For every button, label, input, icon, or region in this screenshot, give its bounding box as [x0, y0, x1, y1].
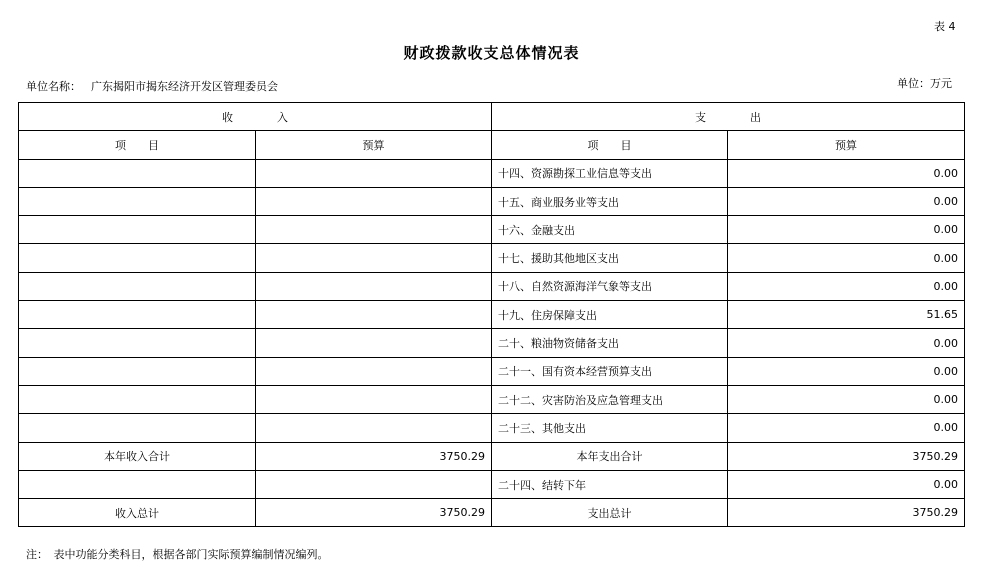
income-item-cell: [19, 357, 256, 385]
income-item-cell: [19, 329, 256, 357]
page-title: 财政拨款收支总体情况表: [403, 44, 580, 62]
expense-item-cell: 十九、住房保障支出: [492, 301, 728, 329]
table-row: [19, 385, 965, 413]
col-income-budget: 预算: [256, 131, 492, 159]
section-header-row: [19, 103, 965, 131]
income-item-cell: [19, 414, 256, 442]
income-header: 收 入: [19, 103, 492, 131]
income-budget-cell: [256, 216, 492, 244]
income-item-cell: [19, 159, 256, 187]
income-subtotal-label: 本年收入合计: [19, 442, 256, 470]
income-budget-cell: [256, 357, 492, 385]
expense-item-cell: 二十、粮油物资储备支出: [492, 329, 728, 357]
expense-item-cell: 二十三、其他支出: [492, 414, 728, 442]
expense-item-cell: 十四、资源勘探工业信息等支出: [492, 159, 728, 187]
expense-budget-cell: 0.00: [728, 216, 965, 244]
income-budget-cell: [256, 272, 492, 300]
unit-name-value: 广东揭阳市揭东经济开发区管理委员会: [91, 80, 278, 93]
expense-budget-cell: 0.00: [728, 385, 965, 413]
expense-budget-cell: 0.00: [728, 272, 965, 300]
currency-unit: 单位：万元: [897, 77, 952, 90]
income-budget-cell: [256, 414, 492, 442]
expense-subtotal-label: 本年支出合计: [492, 442, 728, 470]
expense-total-label: 支出总计: [492, 499, 728, 527]
col-expense-item: 项 目: [492, 131, 728, 159]
expense-budget-cell: 0.00: [728, 357, 965, 385]
income-budget-cell: [256, 187, 492, 215]
expense-budget-cell: 51.65: [728, 301, 965, 329]
table-row: [19, 329, 965, 357]
col-income-item: 项 目: [19, 131, 256, 159]
expense-carry-budget: 0.00: [728, 470, 965, 498]
table-row: [19, 159, 965, 187]
expense-item-cell: 十五、商业服务业等支出: [492, 187, 728, 215]
income-item-cell: [19, 216, 256, 244]
income-budget-cell: [256, 385, 492, 413]
budget-table: [18, 102, 965, 527]
expense-subtotal-value: 3750.29: [728, 442, 965, 470]
table-row: [19, 216, 965, 244]
col-expense-budget: 预算: [728, 131, 965, 159]
income-budget-cell: [256, 301, 492, 329]
table-row: [19, 272, 965, 300]
table-row: [19, 244, 965, 272]
table-number: 表 4: [934, 20, 956, 33]
expense-item-cell: 十六、金融支出: [492, 216, 728, 244]
unit-name-label: 单位名称：: [26, 80, 81, 93]
table-body: [19, 159, 965, 442]
income-total-label: 收入总计: [19, 499, 256, 527]
table-row: [19, 414, 965, 442]
income-total-value: 3750.29: [256, 499, 492, 527]
footnote: 注： 表中功能分类科目，根据各部门实际预算编制情况编列。: [26, 548, 329, 561]
total-row: [19, 499, 965, 527]
expense-budget-cell: 0.00: [728, 244, 965, 272]
expense-item-cell: 十八、自然资源海洋气象等支出: [492, 272, 728, 300]
expense-carry-item: 二十四、结转下年: [492, 470, 728, 498]
income-item-cell: [19, 272, 256, 300]
subtotal-row: [19, 442, 965, 470]
expense-item-cell: 二十二、灾害防治及应急管理支出: [492, 385, 728, 413]
income-carry-item: [19, 470, 256, 498]
expense-budget-cell: 0.00: [728, 414, 965, 442]
income-item-cell: [19, 301, 256, 329]
income-carry-budget: [256, 470, 492, 498]
table-row: [19, 187, 965, 215]
income-budget-cell: [256, 244, 492, 272]
expense-budget-cell: 0.00: [728, 187, 965, 215]
income-subtotal-value: 3750.29: [256, 442, 492, 470]
income-budget-cell: [256, 329, 492, 357]
expense-budget-cell: 0.00: [728, 329, 965, 357]
unit-name-line: [26, 78, 278, 94]
income-item-cell: [19, 385, 256, 413]
income-item-cell: [19, 187, 256, 215]
table-row: [19, 301, 965, 329]
expense-item-cell: 二十一、国有资本经营预算支出: [492, 357, 728, 385]
expense-item-cell: 十七、援助其他地区支出: [492, 244, 728, 272]
column-header-row: [19, 131, 965, 159]
income-item-cell: [19, 244, 256, 272]
table-row: [19, 357, 965, 385]
expense-total-value: 3750.29: [728, 499, 965, 527]
carry-row: [19, 470, 965, 498]
expense-budget-cell: 0.00: [728, 159, 965, 187]
expense-header: 支 出: [492, 103, 965, 131]
income-budget-cell: [256, 159, 492, 187]
